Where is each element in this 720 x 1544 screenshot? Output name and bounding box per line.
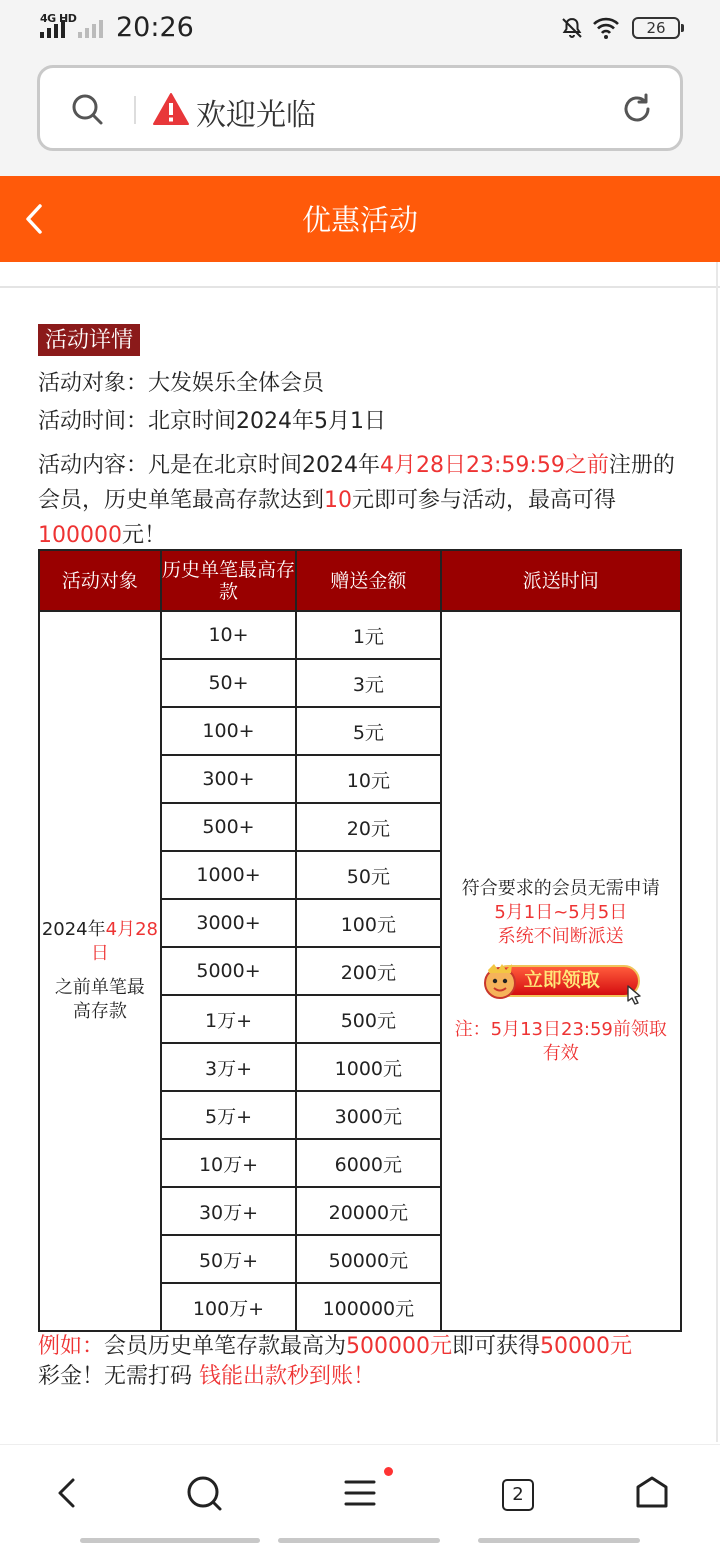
- content-highlight: 100000: [38, 523, 122, 548]
- indicator-segment: [80, 1538, 260, 1543]
- dispatch-note: 系统不间断派送: [497, 925, 624, 947]
- bonus-cell: 20元: [296, 803, 440, 851]
- deposit-cell: 30万+: [161, 1187, 296, 1235]
- content-highlight: 4月28日23:59:59之前: [380, 453, 609, 478]
- example-text: 会员历史单笔存款最高为: [104, 1334, 347, 1359]
- example-highlight: 50000元: [540, 1334, 633, 1359]
- mascot-icon: [478, 961, 522, 1001]
- address-bar[interactable]: [37, 65, 683, 151]
- warning-icon[interactable]: [152, 92, 190, 126]
- claim-button-label[interactable]: 立即领取: [523, 968, 600, 991]
- deposit-cell: 1万+: [161, 995, 296, 1043]
- bonus-cell: 500元: [296, 995, 440, 1043]
- deposit-cell: 5000+: [161, 947, 296, 995]
- divider: [0, 286, 720, 288]
- content-text: 元即可参与活动，最高可得: [352, 488, 617, 513]
- bonus-cell: 6000元: [296, 1139, 440, 1187]
- deposit-cell: 10+: [161, 611, 296, 659]
- promo-table: [38, 549, 682, 1332]
- notification-dot: [384, 1467, 393, 1476]
- wifi-icon: [592, 16, 620, 40]
- deposit-cell: 10万+: [161, 1139, 296, 1187]
- bonus-cell: 3000元: [296, 1091, 440, 1139]
- side-highlight: 4月28日: [90, 919, 158, 964]
- example-highlight: 钱能出款秒到账！: [199, 1364, 376, 1389]
- target-value: 大发娱乐全体会员: [148, 371, 325, 396]
- tabs-button[interactable]: 2: [502, 1479, 534, 1511]
- example-highlight: 500000元: [346, 1334, 453, 1359]
- deposit-cell: 3万+: [161, 1043, 296, 1091]
- bottom-nav: [0, 1444, 720, 1544]
- deposit-cell: 100万+: [161, 1283, 296, 1331]
- example-note: [38, 1332, 682, 1392]
- deposit-cell: 100+: [161, 707, 296, 755]
- scrollbar[interactable]: [716, 262, 718, 1442]
- deposit-cell: 50+: [161, 659, 296, 707]
- deposit-cell: 500+: [161, 803, 296, 851]
- table-body: [39, 611, 681, 1331]
- refresh-icon[interactable]: [620, 92, 654, 126]
- search-icon[interactable]: [70, 92, 104, 126]
- deposit-cell: 5万+: [161, 1091, 296, 1139]
- bonus-cell: 3元: [296, 659, 440, 707]
- bell-muted-icon: [560, 16, 584, 40]
- bonus-cell: 1000元: [296, 1043, 440, 1091]
- content-highlight: 10: [324, 488, 353, 513]
- deposit-cell: 3000+: [161, 899, 296, 947]
- content-description: [38, 448, 682, 553]
- example-text: 彩金！无需打码: [38, 1364, 193, 1389]
- time-line: [38, 404, 386, 435]
- clock: 20:26: [116, 12, 194, 43]
- content-text: 注册的会员，历史单笔最高存款达到: [38, 453, 675, 513]
- nav-back-icon[interactable]: [48, 1473, 88, 1513]
- indicator-segment: [478, 1538, 640, 1543]
- content-text: 凡是在北京时间2024年: [148, 453, 381, 478]
- bonus-cell: 10元: [296, 755, 440, 803]
- target-line: [38, 366, 324, 397]
- network-type: 4G HD: [40, 12, 77, 25]
- time-value: 北京时间2024年5月1日: [148, 409, 386, 434]
- content-label: 活动内容：: [38, 453, 149, 478]
- time-label: 活动时间：: [38, 409, 149, 434]
- bonus-cell: 20000元: [296, 1187, 440, 1235]
- nav-search-icon[interactable]: [184, 1473, 224, 1513]
- target-label: 活动对象：: [38, 371, 149, 396]
- address-text[interactable]: 欢迎光临: [196, 98, 316, 133]
- page-title: 优惠活动: [301, 203, 418, 237]
- bonus-cell: 1元: [296, 611, 440, 659]
- deposit-cell: 1000+: [161, 851, 296, 899]
- header-deposit: 历史单笔最高存款: [161, 550, 296, 611]
- bonus-cell: 100元: [296, 899, 440, 947]
- deposit-cell: 50万+: [161, 1235, 296, 1283]
- dispatch-dates: 5月1日~5月5日: [494, 901, 628, 923]
- battery-indicator: 26: [632, 17, 680, 39]
- bonus-cell: 100000元: [296, 1283, 440, 1331]
- side-text: 之前单笔最高存款: [54, 977, 145, 1022]
- example-label: 例如：: [38, 1334, 105, 1359]
- table-row: [39, 611, 681, 659]
- nav-home-icon[interactable]: [632, 1473, 672, 1513]
- table-header-row: [39, 550, 681, 611]
- claim-deadline-note: 注：5月13日23:59前领取有效: [454, 1018, 667, 1064]
- example-text: 即可获得: [452, 1334, 541, 1359]
- detail-badge: 活动详情: [38, 324, 140, 356]
- bonus-cell: 5元: [296, 707, 440, 755]
- target-cell: [39, 611, 161, 1331]
- deposit-cell: 300+: [161, 755, 296, 803]
- dispatch-text: 符合要求的会员无需申请: [461, 877, 660, 899]
- content-text: 元！: [121, 523, 166, 548]
- indicator-segment: [278, 1538, 440, 1543]
- nav-menu-icon[interactable]: [340, 1473, 380, 1513]
- status-bar: [0, 0, 720, 56]
- browser-toolbar: [0, 56, 720, 176]
- bonus-cell: 50元: [296, 851, 440, 899]
- header-dispatch: 派送时间: [441, 550, 681, 611]
- side-text: 2024年: [41, 919, 106, 940]
- header-bonus: 赠送金额: [296, 550, 440, 611]
- bonus-cell: 50000元: [296, 1235, 440, 1283]
- home-indicator: [80, 1538, 640, 1543]
- page-header: [0, 176, 720, 262]
- header-target: 活动对象: [39, 550, 161, 611]
- pointer-hand-icon: [624, 983, 646, 1005]
- address-divider: [134, 96, 136, 124]
- claim-button[interactable]: [472, 957, 650, 1005]
- bonus-cell: 200元: [296, 947, 440, 995]
- dispatch-cell: [441, 611, 681, 1331]
